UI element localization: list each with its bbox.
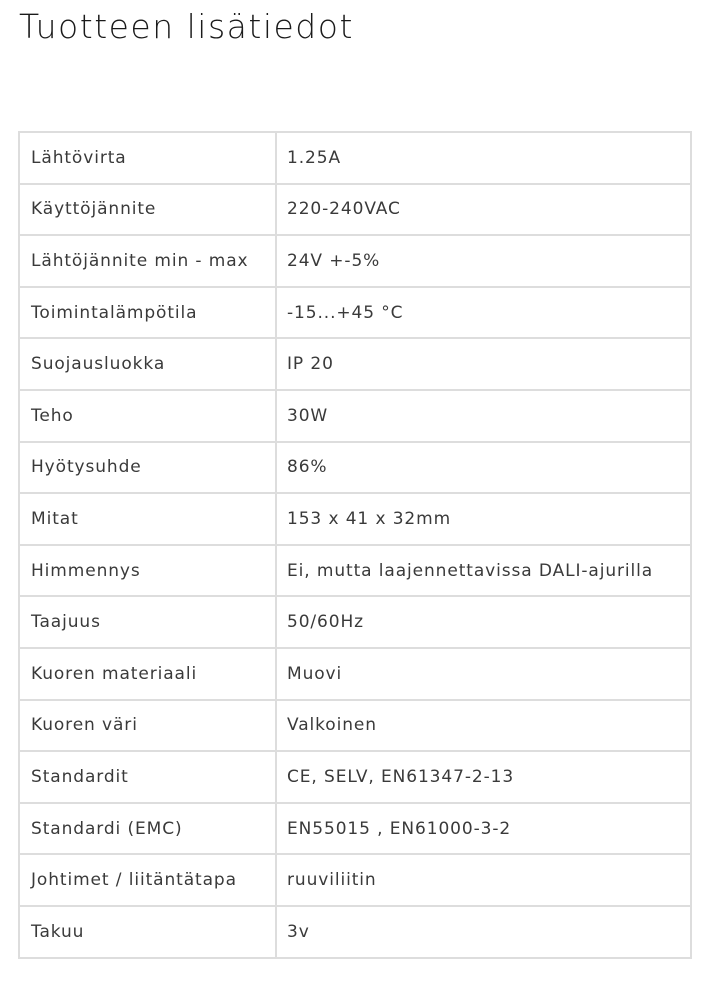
table-row bbox=[19, 287, 691, 339]
table-row bbox=[19, 700, 691, 752]
spec-label: Johtimet / liitäntätapa bbox=[19, 854, 276, 906]
spec-value: Muovi bbox=[276, 648, 691, 700]
spec-value: CE, SELV, EN61347-2-13 bbox=[276, 751, 691, 803]
table-row bbox=[19, 751, 691, 803]
table-row bbox=[19, 493, 691, 545]
table-row bbox=[19, 648, 691, 700]
spec-value: 86% bbox=[276, 442, 691, 494]
spec-label: Kuoren materiaali bbox=[19, 648, 276, 700]
table-row bbox=[19, 854, 691, 906]
table-row bbox=[19, 184, 691, 236]
page-title: Tuotteen lisätiedot bbox=[19, 7, 354, 46]
spec-label: Teho bbox=[19, 390, 276, 442]
spec-label: Suojausluokka bbox=[19, 338, 276, 390]
table-row bbox=[19, 390, 691, 442]
table-row bbox=[19, 596, 691, 648]
table-row bbox=[19, 338, 691, 390]
spec-label: Standardi (EMC) bbox=[19, 803, 276, 855]
spec-label: Standardit bbox=[19, 751, 276, 803]
spec-value: ruuviliitin bbox=[276, 854, 691, 906]
spec-label: Takuu bbox=[19, 906, 276, 958]
spec-value: 30W bbox=[276, 390, 691, 442]
spec-value: 3v bbox=[276, 906, 691, 958]
spec-value: Valkoinen bbox=[276, 700, 691, 752]
spec-value: -15...+45 °C bbox=[276, 287, 691, 339]
spec-value: 50/60Hz bbox=[276, 596, 691, 648]
spec-value: 220-240VAC bbox=[276, 184, 691, 236]
table-row bbox=[19, 132, 691, 184]
spec-label: Käyttöjännite bbox=[19, 184, 276, 236]
spec-value: 24V +-5% bbox=[276, 235, 691, 287]
spec-label: Lähtövirta bbox=[19, 132, 276, 184]
spec-label: Lähtöjännite min - max bbox=[19, 235, 276, 287]
product-specs-table bbox=[18, 131, 692, 959]
table-row bbox=[19, 545, 691, 597]
table-row bbox=[19, 906, 691, 958]
spec-value: Ei, mutta laajennettavissa DALI-ajurilla bbox=[276, 545, 691, 597]
spec-label: Himmennys bbox=[19, 545, 276, 597]
spec-value: IP 20 bbox=[276, 338, 691, 390]
spec-label: Hyötysuhde bbox=[19, 442, 276, 494]
spec-value: 1.25A bbox=[276, 132, 691, 184]
spec-label: Taajuus bbox=[19, 596, 276, 648]
spec-value: EN55015 , EN61000-3-2 bbox=[276, 803, 691, 855]
table-row bbox=[19, 235, 691, 287]
spec-label: Kuoren väri bbox=[19, 700, 276, 752]
spec-label: Toimintalämpötila bbox=[19, 287, 276, 339]
table-row bbox=[19, 803, 691, 855]
spec-label: Mitat bbox=[19, 493, 276, 545]
spec-value: 153 x 41 x 32mm bbox=[276, 493, 691, 545]
table-row bbox=[19, 442, 691, 494]
